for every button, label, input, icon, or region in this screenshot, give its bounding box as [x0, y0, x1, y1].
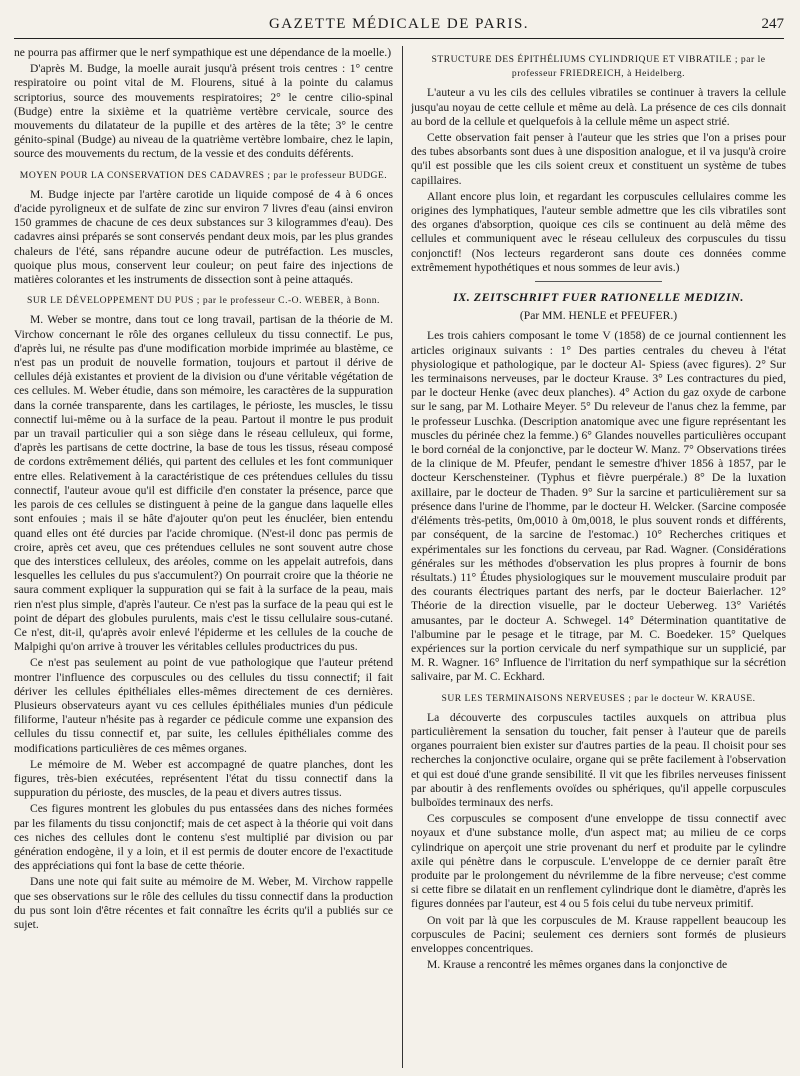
section-heading: SUR LE DÉVELOPPEMENT DU PUS ; par le professeur C.-O. WEBER, à Bonn. [27, 295, 380, 307]
page-number: 247 [761, 16, 784, 32]
paragraph: M. Budge injecte par l'artère carotide un liquide composé de 4 à 6 onces d'acide pyroligneux et de sulfate de zinc sur environ 7 livres d'eau (ainsi environ 150 grammes de chacune de ces deux substances sur 3 kilogrammes d'eau). Des cadavres ainsi préparés se sont conservés pendant deux mois, par les plus grandes chaleurs de l'été, sans répandre aucune odeur de putréfaction. Les muscles, quoique plus mous, conservent leur couleur; on peut faire des injections de matières colorantes et les instruments de dissection sont à peine attaqués. [14, 187, 393, 287]
paragraph: Les trois cahiers composant le tome V (1858) de ce journal contiennent les articles originaux suivants : 1° Des parties centrales du cheveu à l'état physiologique et pathologique, par le docteur Al- Spiess (avec figures). 2° Sur les terminaisons nerveuses, par le docteur Krause. 3° Les contractures du pied, par le docteur Henke (avec deux planches). 4° Action du gaz oxyde de carbone sur le sang, par M. Lothaire Meyer. 5° Du releveur de l'anus chez la femme, par le professeur Luschka. (Description anatomique avec une figure représentant les muscles du périnée chez la femme.) 6° Glandes nouvelles particulières occupant le bord cornéal de la conjonctive, par le docteur W. Manz. 7° Observations tirées de la clinique de M. Pfeufer, pendant le semestre d'hiver 1856 à 1857, par le docteur Kerschensteiner. (Typhus et fièvre puerpérale.) 8° De la luxation axillaire, par le docteur de Thaden. 9° Sur la sarcine et particulièrement sur sa présence dans l'urine de l'homme, par le docteur H. Welcker. (Sarcine composée d'éléments très-petits, 0m,0010 à 0m,0018, le plus souvent ronds et différents, par conséquent, de la sarcine de l'estomac.) 10° Recherches critiques et expérimentales sur les fonctions du cerveau, par Rad. Wagner. (Considérations générales sur les méthodes d'observation les plus propres à fournir de bons résultats.) 11° Études physiologiques sur le mouvement musculaire produit par des courants électriques partant des nerfs, par le docteur Baierlacher. 12° Théorie de la direction visuelle, par le docteur Ueberweg. 13° Variétés amusantes, par le docteur A. Schwegel. 14° Détermination quantitative de l'albumine par le pesage et le titrage, par M. C. Boedeker. 15° Quelques expériences sur la portion cervicale du nerf sympathique sur un supplicié, par M. R. Wagner. 16° Influence de l'irritation du nerf sympathique sur la sécrétion salivaire, par M. C. Eckhard. [411, 329, 786, 684]
paragraph: L'auteur a vu les cils des cellules vibratiles se continuer à travers la cellule jusqu'au noyau de cette cellule et même au delà. La présence de ces cils donnait au bord de la cellule et quelquefois à la cellule même un aspect strié. [411, 86, 786, 128]
paragraph: Le mémoire de M. Weber est accompagné de quatre planches, dont les figures, très-bien exécutées, représentent l'état du tissu connectif dans la suppuration du périoste, des muscles, de la peau et divers autres tissus. [14, 757, 393, 800]
paragraph: Ces corpuscules se composent d'une enveloppe de tissu connectif avec noyaux et d'une substance molle, d'un aspect mat; au milieu de ce corps cylindrique on aperçoit une strie provenant du nerf et produite par le cylindre axile qui pénètre dans le corpuscule. L'enveloppe de ce dernier paraît être produite par le prolongement du névrilemme de la fibre nerveuse; c'est comme si cette fibre se dilatait en un renflement cylindrique dont le diamètre, d'après les figures données par l'auteur, est 4 ou 5 fois celui du tube nerveux primitif. [411, 812, 786, 911]
paragraph: M. Weber se montre, dans tout ce long travail, partisan de la théorie de M. Virchow concernant le rôle des organes celluleux du tissu connectif. Le pus, d'après lui, ne résulte pas d'une modification morbide imprimée au blastème, ce n'est pas un produit de nouvelle formation, toujours et partout il dérive de cellules déjà existantes et provient de la division ou d'une véritable végétation de ces cellules. M. Weber étudie, dans son mémoire, les caractères de la suppuration dans la cornée transparente, dans les cartilages, le périoste, les muscles, le tissu connectif lui-même ou à la surface de la peau. Partout il montre le pus produit par un travail particulier qui a son siège dans le réseau celluleux, qui forme, d'après les partisans de cette doctrine, la base de tous les tissus, réseau composé de cordons extrêmement déliés, qui partent des cellules et les font communiquer entre elles. Relativement à la caractéristique de ces prétendues cellules du tissu connectif, l'auteur avoue qu'il est difficile d'en constater la présence, parce que les parois de ces cellules se distinguent à peine de la gangue dans laquelle elles sont enfouies ; mais il se hâte d'ajouter qu'on peut les énucléer, bien entendu quand elles ont été durcies par l'acide chromique. (N'est-il donc pas permis de croire, après cet aveu, que ces prétendues cellules ne sont souvent autre chose que des interstices celluleux, des aréoles, comme on les appelait autrefois, dans lesquelles les cellules du pus s'accumulent?) On pourrait croire que la théorie ne saura comment expliquer la suppuration qui se fait à la surface de la peau, mais rien n'est plus simple, d'après l'auteur. Ce n'est pas la surface de la peau qui est le point de départ des globules purulents, mais c'est le tissu cellulaire sous-cutané. Ce n'est, dit-il, qu'après avoir enlevé l'épiderme et les cellules de la couche de Malpighi qu'on arrive à trouver les véritables cellules productrices du pus. [14, 313, 393, 654]
paragraph: ne pourra pas affirmer que le nerf sympathique est une dépendance de la moelle.) [14, 46, 392, 59]
paragraph: Dans une note qui fait suite au mémoire de M. Weber, M. Virchow rappelle que ses observations sur le rôle des cellules du tissu connectif dans la production du pus sont loin d'être récentes et fait connaître les écrits qu'il a publiés sur ce sujet. [14, 875, 393, 931]
section-heading: STRUCTURE DES ÉPITHÉLIUMS CYLINDRIQUE ET VIBRATILE ; par le professeur FRIEDREICH, à Heidelberg. [431, 54, 766, 80]
section-heading: SUR LES TERMINAISONS NERVEUSES ; par le docteur W. KRAUSE. [441, 692, 756, 704]
paragraph: On voit par là que les corpuscules de M. Krause rappellent beaucoup les corpuscules de Pacini; seulement ces derniers sont formés de plusieurs enveloppes concentriques. [411, 913, 786, 955]
paragraph: D'après M. Budge, la moelle aurait jusqu'à présent trois centres : 1° centre respiratoire ou point vital de M. Flourens, situé à la pointe du calamus scriptorius, source des mouvements respiratoires; 2° le centre cilio-spinal (Budge) entre la sixième et la quatrième vertèbre cervicale, source des mouvements du dilatateur de la pupille et des artères de la tête; 3° le centre génito-spinal (Budge) au niveau de la quatrième vertèbre lombaire, chez le lapin, source des mouvements du rectum, de la vessie et des conduits déférents. [14, 62, 393, 161]
paragraph: Allant encore plus loin, et regardant les corpuscules cellulaires comme les origines des lymphatiques, l'auteur semble admettre que les cils vibratiles sont des organes d'absorption, quoique ces cils se continuent au delà même des cellules et communiquent avec le réseau celluleux des corpuscules du tissu conjonctif! (Nos lecteurs regarderont sans doute ces données comme extrêmement hypothétiques et nous sommes de leur avis.) [411, 189, 786, 274]
right-column [411, 46, 786, 1070]
section-rule [535, 281, 663, 282]
review-title: IX. ZEITSCHRIFT FUER RATIONELLE MEDIZIN. [453, 290, 744, 305]
journal-title: GAZETTE MÉDICALE DE PARIS. [268, 16, 530, 32]
section-heading: MOYEN POUR LA CONSERVATION DES CADAVRES ; par le professeur BUDGE. [19, 169, 388, 181]
paragraph: M. Krause a rencontré les mêmes organes dans la conjonctive de [427, 958, 728, 972]
review-editors: (Par MM. HENLE et PFEUFER.) [519, 309, 678, 323]
paragraph: Ce n'est pas seulement au point de vue pathologique que l'auteur prétend montrer l'influence des corpuscules ou des cellules du tissu connectif; il fait dériver les cellules épithéliales elles-mêmes directement de ces dernières. Plusieurs observateurs ayant vu ces cellules épithéliales munies d'un pédicule filiforme, l'auteur n'hésite pas à regarder ce pédicule comme une expansion des cellules du tissu connectif et, par suite, les cellules épithéliales comme des modifications particulières de ces mêmes organes. [14, 656, 393, 755]
left-column [14, 46, 393, 1070]
page-header [14, 12, 784, 39]
paragraph: Ces figures montrent les globules du pus entassées dans des niches formées par les filaments du tissu conjonctif; mais de cet aspect à la théorie qui voit dans ces niches des cellules dont le contenu s'est multiplié par division ou par génération endogène, il y a loin, et il est permis de douter encore de l'exactitude des appréciations qui font la base de cette théorie. [14, 802, 393, 873]
paragraph: Cette observation fait penser à l'auteur que les stries que l'on a prises pour des tubes absorbants sont dues à une disposition analogue, et il va jusqu'à croire qu'il est possible que les cils soient creux et constituent un système de tubes capillaires. [411, 131, 786, 187]
column-divider [402, 46, 403, 1068]
paragraph: La découverte des corpuscules tactiles auxquels on attribua plus particulièrement la sensation du toucher, fait penser à l'auteur que de pareils organes pourraient bien exister sur d'autres parties de la peau. Il choisit pour ses recherches la conjonctive oculaire, organe qui se prête facilement à l'observation et qui est doué d'une grande sensibilité. Il vit que les fibriles nerveuses finissent par aboutir à des renflements ovoïdes ou sphériques, qu'il appelle corpuscules bulboïdes terminaux des nerfs. [411, 710, 786, 809]
